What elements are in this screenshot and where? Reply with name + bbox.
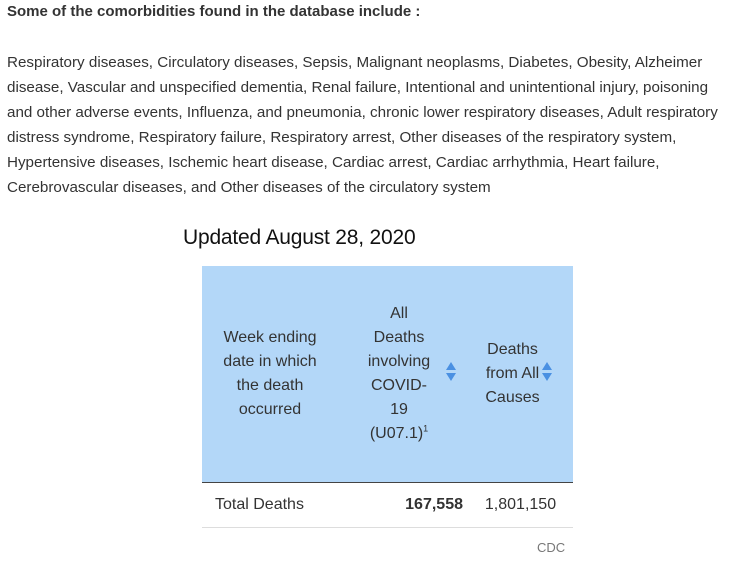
comorbidities-text: Respiratory diseases, Circulatory diseases, Sepsis, Malignant neoplasms, Diabetes, Obesity, Alzheimer disease, Vascular and unspecified dementia, Renal failure, Intentional and unintentional injury, poisoning and other adverse events, Influenza, and pneumonia, chronic lower respiratory diseases, Adult respiratory distress syndrome, Respiratory failure, Respiratory arrest, Other diseases of the respiratory system, Hypertensive diseases, Ischemic heart disease, Cardiac arrest, Cardiac arrhythmia, Heart failure, Cerebrovascular diseases, and Other diseases of the circulatory system	[7, 54, 718, 196]
total-all-cause-deaths: 1,801,150	[468, 483, 573, 528]
header-all-causes[interactable]	[468, 266, 573, 483]
deaths-table-container	[202, 266, 573, 528]
updated-title: Updated August 28, 2020	[183, 226, 416, 249]
header-week-label: Week ending date in which the death occurred	[223, 329, 317, 418]
footnote-marker[interactable]: 1	[423, 423, 429, 434]
table-header-row	[202, 266, 573, 483]
header-covid-deaths[interactable]	[338, 266, 468, 483]
deaths-table	[202, 266, 573, 528]
table-row-total	[202, 483, 573, 528]
sort-icon[interactable]	[446, 362, 456, 382]
header-covid-label-wrap	[363, 302, 435, 446]
source-credit: CDC	[537, 540, 566, 555]
sort-icon[interactable]	[542, 362, 552, 382]
header-covid-label: All Deaths involving COVID-19 (U07.1)	[367, 305, 431, 442]
total-covid-deaths: 167,558	[338, 483, 468, 528]
header-week-ending	[202, 266, 338, 483]
header-all-label: Deaths from All Causes	[485, 341, 540, 406]
total-deaths-label: Total Deaths	[202, 483, 338, 528]
intro-heading: Some of the comorbidities found in the database include :	[7, 3, 421, 20]
